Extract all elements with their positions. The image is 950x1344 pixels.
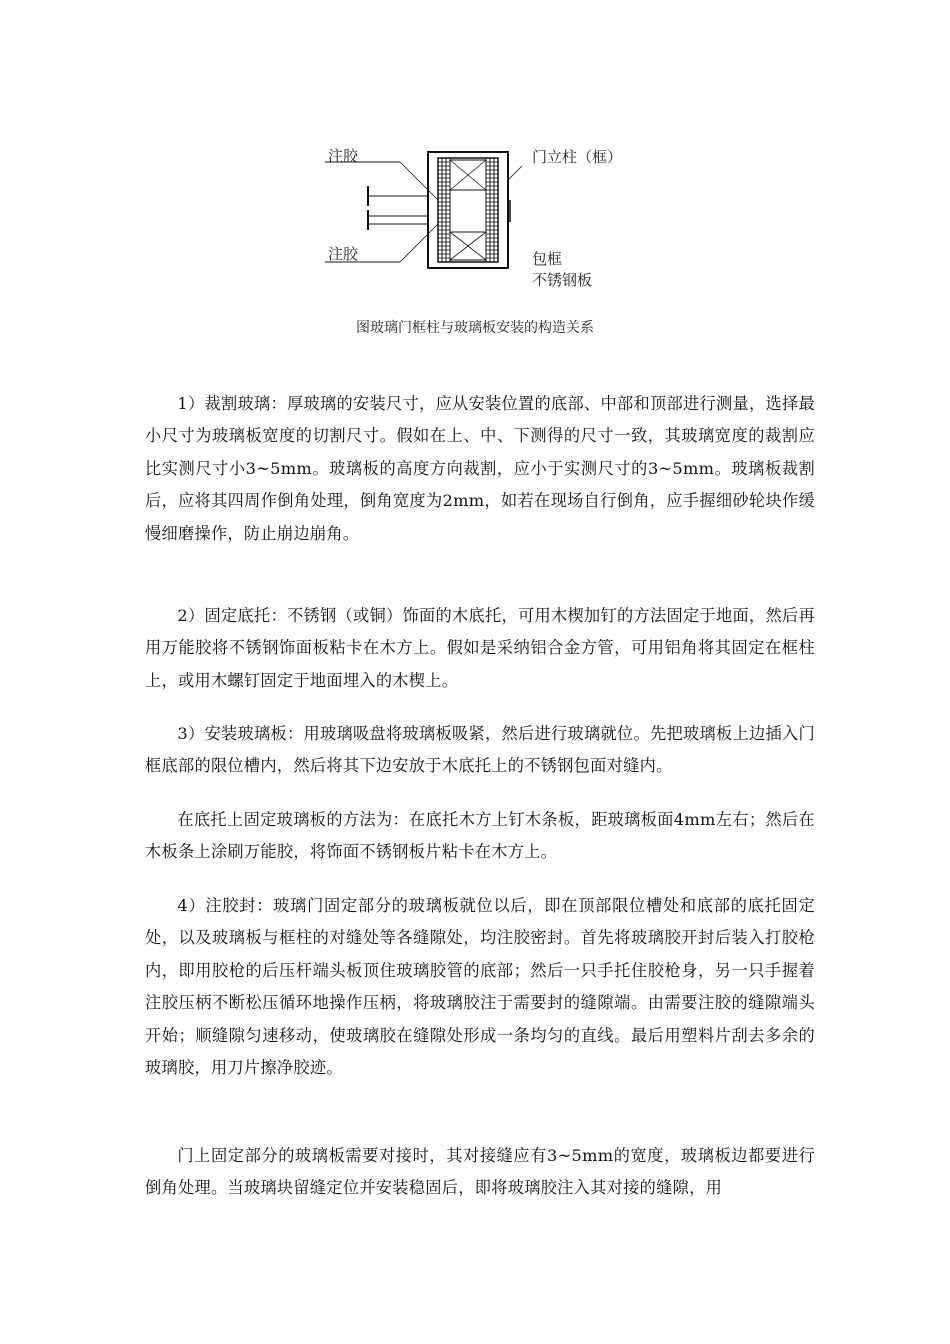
paragraph-fix-base: 2）固定底托：不锈钢（或铜）饰面的木底托，可用木楔加钉的方法固定于地面，然后再用万能胶将不锈钢饰面板粘卡在木方上。假如是采纳铝合金方管，可用铝角将其固定在框柱上，或用木螺钉固定于地面埋入的木楔上。: [145, 606, 815, 690]
door-post-label: 门立柱（框）: [532, 148, 623, 166]
glue-label-bottom: 注胶: [328, 245, 359, 263]
paragraph-joint: 门上固定部分的玻璃板需要对接时，其对接缝应有3~5mm的宽度，玻璃板边都要进行倒角处理。当玻璃块留缝定位并安装稳固后，即将玻璃胶注入其对接的缝隙，用: [145, 1146, 815, 1198]
paragraph-glue-seal: 4）注胶封：玻璃门固定部分的玻璃板就位以后，即在顶部限位槽处和底部的底托固定处，以及玻璃板与框柱的对缝处等各缝隙处，均注胶密封。首先将玻璃胶开封后装入打胶枪内，即用胶枪的后压杆端头板顶住玻璃胶管的底部；然后一只手托住胶枪身，另一只手握着注胶压柄不断松压循环地操作压柄，将玻璃胶注于需要封的缝隙端。由需要注胶的缝隙端头开始；顺缝隙匀速移动，使玻璃胶在缝隙处形成一条均匀的直线。最后用塑料片刮去多余的玻璃胶，用刀片擦净胶迹。: [145, 896, 815, 1078]
glue-label-top: 注胶: [328, 147, 359, 165]
figure-caption: 图玻璃门框柱与玻璃板安装的构造关系: [356, 320, 594, 336]
wrap-frame-label: 包框: [532, 250, 563, 268]
paragraph-base-method: 在底托上固定玻璃板的方法为：在底托木方上钉木条板，距玻璃板面4mm左右；然后在木板条上涂刷万能胶，将饰面不锈钢板片粘卡在木方上。: [145, 810, 815, 862]
paragraph-cut-glass: 1）裁割玻璃：厚玻璃的安装尺寸，应从安装位置的底部、中部和顶部进行测量，选择最小尺寸为玻璃板宽度的切割尺寸。假如在上、中、下测得的尺寸一致，其玻璃宽度的裁割应比实测尺寸小3~5mm。玻璃板的高度方向裁割，应小于实测尺寸的3~5mm。玻璃板裁割后，应将其四周作倒角处理，倒角宽度为2mm，如若在现场自行倒角，应手握细砂轮块作缓慢细磨操作，防止崩边崩角。: [145, 394, 815, 543]
stainless-plate-label: 不锈钢板: [532, 271, 593, 289]
paragraph-install-glass: 3）安装玻璃板：用玻璃吸盘将玻璃板吸紧，然后进行玻璃就位。先把玻璃板上边插入门框底部的限位槽内，然后将其下边安放于木底托上的不锈钢包面对缝内。: [145, 724, 815, 776]
frame-glass-diagram: [320, 140, 640, 300]
